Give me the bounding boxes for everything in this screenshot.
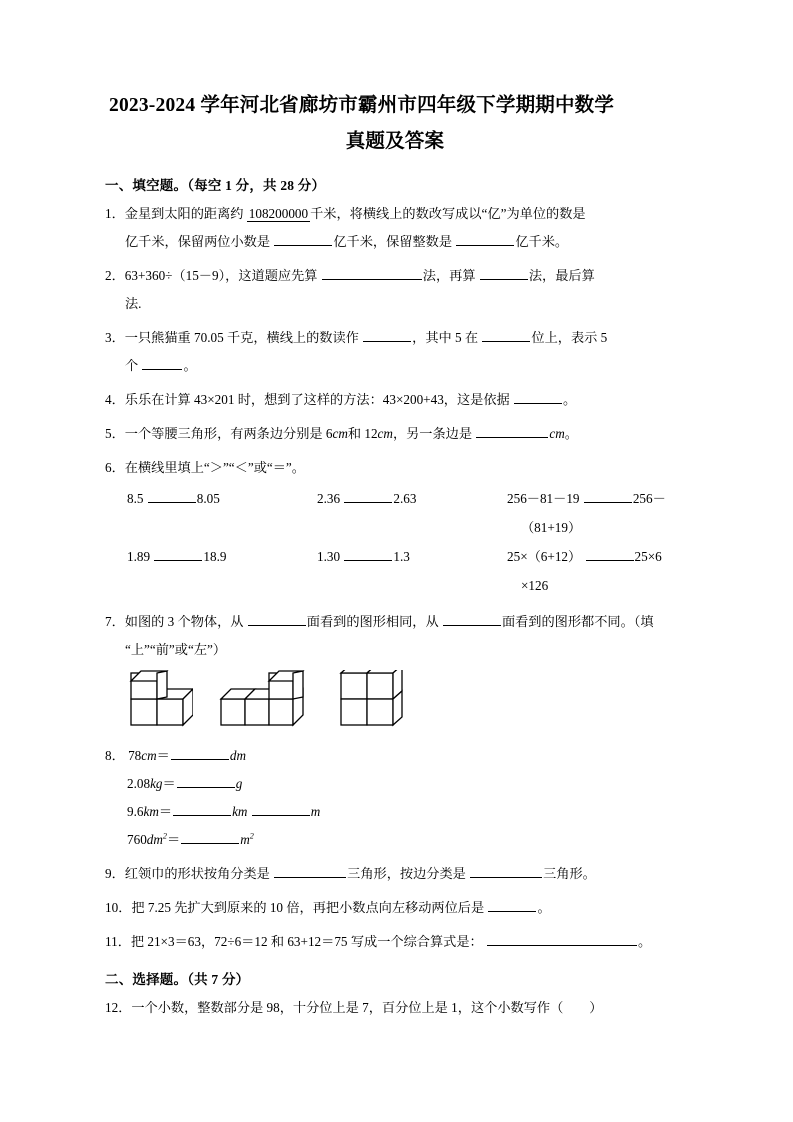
- question-9-blank-2[interactable]: [470, 863, 542, 878]
- comparison-item-4-right: 18.9: [203, 549, 227, 564]
- comparison-item-4: [127, 542, 317, 600]
- question-7-text-c: 面看到的图形都不同。（填: [501, 614, 654, 629]
- question-9-number: 9．: [105, 866, 125, 881]
- question-11: [105, 928, 685, 956]
- question-2-text-d: 法.: [125, 296, 142, 311]
- question-3-text-d: 个: [125, 358, 139, 373]
- question-7-text-b: 面看到的图形相同，从: [306, 614, 439, 629]
- question-1-blank-1[interactable]: [274, 231, 332, 246]
- question-12-text-a: 一个小数，整数部分是 98，十分位上是 7，百分位上是 1，这个小数写作（: [131, 1000, 564, 1015]
- question-8-line-1-unit-to: dm: [229, 748, 246, 763]
- question-10: [105, 894, 685, 922]
- page-title: [105, 88, 685, 160]
- question-8-line-2-unit-from: kg: [150, 776, 163, 791]
- question-8-line-2-unit-to: g: [235, 776, 243, 791]
- question-10-text-a: 把 7.25 先扩大到原来的 10 倍，再把小数点向左移动两位后是: [131, 900, 485, 915]
- question-12-text-b: ）: [589, 1000, 603, 1015]
- question-1: [105, 200, 685, 256]
- question-4-blank-1[interactable]: [514, 389, 562, 404]
- page-content: [105, 88, 685, 1022]
- question-8-line-3-eq: ＝: [158, 804, 173, 819]
- question-11-text-a: 把 21×3＝63，72÷6＝12 和 63+12＝75 写成一个综合算式是：: [130, 934, 483, 949]
- comparison-item-3-continuation: （81+19）: [521, 520, 582, 535]
- question-2-text-b: 法，再算: [422, 268, 476, 283]
- comparison-item-2: [317, 484, 507, 542]
- question-3-text-e: 。: [183, 358, 197, 373]
- comparison-item-3: [507, 484, 707, 542]
- question-7: [105, 608, 685, 664]
- question-8-line-3: [105, 798, 685, 826]
- question-4-text-a: 乐乐在计算 43×201 时，想到了这样的方法：43×200+43，这是依据: [124, 392, 510, 407]
- question-1-underlined-number: 108200000: [248, 206, 309, 221]
- question-8-line-1-blank[interactable]: [171, 745, 229, 760]
- question-5-unit-3: cm: [549, 426, 565, 441]
- question-5-blank-1[interactable]: [476, 423, 548, 438]
- question-4: [105, 386, 685, 414]
- cube-figure-square-block: [337, 670, 403, 732]
- page-title-line-2: 真题及答案: [345, 131, 445, 152]
- page-title-line-1: 2023-2024 学年河北省廊坊市霸州市四年级下学期期中数学: [109, 95, 615, 116]
- question-12-number: 12．: [105, 1000, 132, 1015]
- question-1-text-b: 千米，将横线上的数改写成以“亿”为单位的数是: [310, 206, 586, 221]
- question-2-blank-2[interactable]: [480, 265, 528, 280]
- comparison-item-6-blank[interactable]: [586, 546, 634, 561]
- section-heading-multiple-choice: 二、选择题。（共 7 分）: [105, 972, 250, 987]
- question-6-number: 6．: [105, 460, 125, 475]
- question-11-number: 11．: [105, 934, 131, 949]
- question-9-text-c: 三角形。: [543, 866, 596, 881]
- question-4-text-b: 。: [563, 392, 577, 407]
- question-8-line-2-eq: ＝: [162, 776, 176, 791]
- comparison-item-5: [317, 542, 507, 600]
- question-2-text-a: 63+360÷（15－9），这道题应先算: [124, 268, 318, 283]
- comparison-item-2-right: 2.63: [393, 491, 417, 506]
- comparison-item-5-right: 1.3: [393, 549, 410, 564]
- comparison-item-1-right: 8.05: [196, 491, 220, 506]
- question-5-text-d: 。: [564, 426, 578, 441]
- question-11-blank-1[interactable]: [487, 931, 637, 946]
- question-8-line-3-unit-to: km: [232, 804, 248, 819]
- question-11-text-b: 。: [638, 934, 652, 949]
- question-5-unit-1: cm: [332, 426, 348, 441]
- comparison-item-2-left: 2.36: [317, 491, 341, 506]
- question-8-line-4-blank[interactable]: [181, 829, 239, 844]
- question-3-text-b: ，其中 5 在: [412, 330, 479, 345]
- question-4-number: 4．: [105, 392, 125, 407]
- comparison-item-6-left: 25×（6+12）: [507, 549, 582, 564]
- question-8-line-4: [105, 826, 685, 854]
- question-5-unit-2: cm: [377, 426, 393, 441]
- question-3-text-c: 位上，表示 5: [531, 330, 608, 345]
- question-6: [105, 454, 685, 482]
- question-5: [105, 420, 685, 448]
- question-12: [105, 994, 685, 1022]
- question-9-text-b: 三角形，按边分类是: [347, 866, 466, 881]
- question-7-number: 7．: [105, 614, 125, 629]
- comparison-grid: [105, 484, 685, 600]
- question-8-line-3-value: 9.6: [127, 804, 144, 819]
- section-heading-fill-in-blank: 一、填空题。（每空 1 分，共 28 分）: [105, 178, 326, 193]
- question-8-line-1-value: 78: [128, 748, 142, 763]
- comparison-item-1-blank[interactable]: [148, 488, 196, 503]
- question-7-blank-1[interactable]: [248, 611, 306, 626]
- question-8-line-2: [105, 770, 685, 798]
- question-8-line-1-unit-from: cm: [141, 748, 157, 763]
- question-8-line-4-unit-from: $dm^2$: [146, 831, 167, 847]
- question-10-blank-1[interactable]: [488, 897, 536, 912]
- comparison-item-6-right: 25×6: [634, 549, 662, 564]
- question-1-text-e: 亿千米。: [515, 234, 569, 249]
- question-5-text-c: ，另一条边是: [392, 426, 473, 441]
- question-5-text-a: 一个等腰三角形，有两条边分别是 6: [124, 426, 333, 441]
- question-10-text-b: 。: [537, 900, 551, 915]
- cube-figure-step-shape: [219, 670, 311, 732]
- question-8: [105, 742, 685, 770]
- comparison-item-6: [507, 542, 707, 600]
- question-2-text-c: 法，最后算: [528, 268, 595, 283]
- question-1-blank-2[interactable]: [456, 231, 514, 246]
- question-8-line-3-blank-1[interactable]: [173, 801, 231, 816]
- question-7-blank-2[interactable]: [443, 611, 501, 626]
- question-8-line-3-unit-from: km: [143, 804, 159, 819]
- question-3: [105, 324, 685, 380]
- question-8-line-3-blank-2[interactable]: [252, 801, 310, 816]
- question-3-number: 3．: [105, 330, 125, 345]
- question-8-line-2-blank[interactable]: [177, 773, 235, 788]
- question-8-line-3-second-unit: m: [310, 804, 321, 819]
- comparison-item-3-blank[interactable]: [584, 488, 632, 503]
- question-8-line-2-value: 2.08: [127, 776, 151, 791]
- question-2-blank-1[interactable]: [322, 265, 422, 280]
- comparison-item-3-right: 256－: [632, 491, 666, 506]
- question-3-text-a: 一只熊猫重 70.05 千克，横线上的数读作: [124, 330, 359, 345]
- question-3-blank-2[interactable]: [482, 327, 530, 342]
- question-9: [105, 860, 685, 888]
- cube-figure-l-shape: [127, 670, 193, 732]
- question-3-blank-1[interactable]: [363, 327, 411, 342]
- question-3-blank-3[interactable]: [142, 355, 182, 370]
- question-6-prompt: 在横线里填上“＞”“＜”或“＝”。: [124, 460, 305, 475]
- question-5-text-b: 和 12: [347, 426, 378, 441]
- comparison-item-1-left: 8.5: [127, 491, 144, 506]
- cube-figures: [105, 670, 685, 732]
- comparison-item-4-left: 1.89: [127, 549, 151, 564]
- question-9-blank-1[interactable]: [274, 863, 346, 878]
- question-9-text-a: 红领巾的形状按角分类是: [124, 866, 270, 881]
- comparison-item-4-blank[interactable]: [154, 546, 202, 561]
- question-8-line-4-unit-to: $m^2$: [240, 831, 254, 847]
- question-1-text-a: 金星到太阳的距离约: [124, 206, 244, 221]
- comparison-item-1: [127, 484, 317, 542]
- question-8-line-4-eq: ＝: [167, 832, 181, 847]
- comparison-item-3-left: 256－81－19: [507, 491, 580, 506]
- comparison-item-5-left: 1.30: [317, 549, 341, 564]
- question-5-number: 5．: [105, 426, 125, 441]
- question-8-number: 8．: [105, 748, 125, 763]
- question-7-text-d: “上”“前”或“左”）: [125, 642, 227, 657]
- comparison-item-5-blank[interactable]: [344, 546, 392, 561]
- question-2-number: 2．: [105, 268, 125, 283]
- question-1-text-c: 亿千米，保留两位小数是: [125, 234, 271, 249]
- question-10-number: 10．: [105, 900, 132, 915]
- comparison-item-2-blank[interactable]: [344, 488, 392, 503]
- comparison-item-6-continuation: ×126: [521, 578, 549, 593]
- question-1-text-d: 亿千米，保留整数是: [333, 234, 453, 249]
- question-8-line-1-eq: ＝: [156, 748, 170, 763]
- question-7-text-a: 如图的 3 个物体，从: [124, 614, 244, 629]
- question-1-number: 1．: [105, 206, 125, 221]
- question-2: [105, 262, 685, 318]
- question-8-line-4-value: 760: [127, 832, 147, 847]
